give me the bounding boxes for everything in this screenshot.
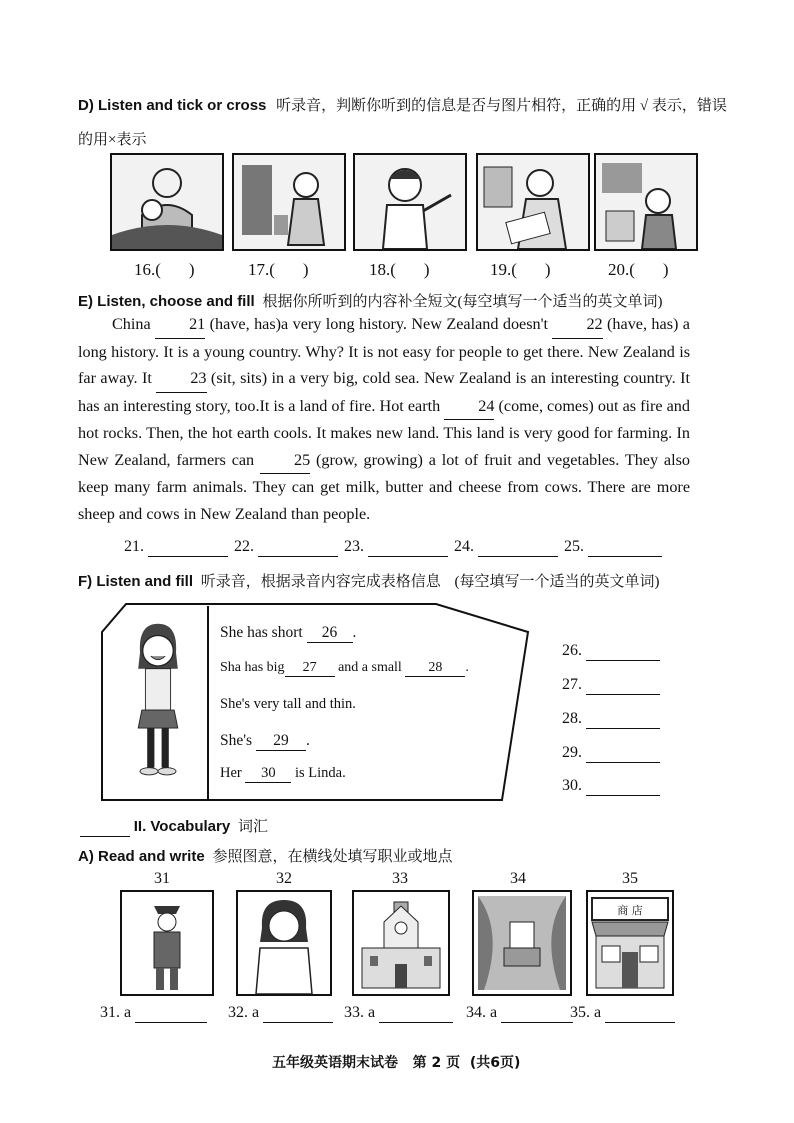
card-line-3: She's very tall and thin. bbox=[220, 696, 356, 712]
picture-34 bbox=[472, 890, 572, 996]
item-19: 19.( ) bbox=[490, 260, 551, 279]
blank-24[interactable]: 24 bbox=[444, 393, 494, 421]
part-ii-heading: II. Vocabulary 词汇 bbox=[80, 815, 268, 837]
info-card bbox=[100, 602, 530, 802]
blank-23[interactable]: 23 bbox=[156, 365, 206, 393]
answer-line-29[interactable] bbox=[586, 744, 660, 763]
item-18: 18.( ) bbox=[369, 260, 430, 279]
a-answer-31: 31. a bbox=[100, 1004, 207, 1023]
card-line-5: Her 30 is Linda. bbox=[220, 765, 346, 781]
f-answer-26: 26. bbox=[562, 642, 660, 661]
f-answer-30: 30. bbox=[562, 777, 660, 796]
section-f-heading: F) Listen and fill 听录音，根据录音内容完成表格信息 (每空填写一个适当的英文单词) bbox=[78, 573, 660, 590]
a-number-31: 31 bbox=[154, 870, 170, 887]
score-line[interactable] bbox=[80, 819, 130, 837]
picture-32 bbox=[236, 890, 332, 996]
a-number-33: 33 bbox=[392, 870, 408, 887]
picture-18 bbox=[353, 153, 467, 251]
picture-31 bbox=[120, 890, 214, 996]
answer-line-23[interactable] bbox=[368, 538, 448, 557]
section-d-heading-cont: 的用×表示 bbox=[78, 132, 147, 148]
card-line-4: She's 29 . bbox=[220, 732, 310, 749]
a-answer-35: 35. a bbox=[570, 1004, 675, 1023]
page-footer: 五年级英语期末试卷 第 2 页 (共6页) bbox=[272, 1055, 521, 1071]
a-answer-32: 32. a bbox=[228, 1004, 333, 1023]
blank-30[interactable]: 30 bbox=[245, 765, 291, 783]
picture-16 bbox=[110, 153, 224, 251]
a-answer-33: 33. a bbox=[344, 1004, 453, 1023]
girl-figure bbox=[122, 610, 194, 794]
a-number-34: 34 bbox=[510, 870, 526, 887]
card-line-2: Sha has big 27 and a small 28 . bbox=[220, 660, 469, 675]
picture-33 bbox=[352, 890, 450, 996]
answer-line-33[interactable] bbox=[379, 1004, 453, 1023]
blank-29[interactable]: 29 bbox=[256, 732, 306, 751]
shop-sign-text: 商 店 bbox=[617, 904, 643, 917]
answer-line-31[interactable] bbox=[135, 1004, 207, 1023]
item-17: 17.( ) bbox=[248, 260, 309, 279]
blank-22[interactable]: 22 bbox=[552, 311, 602, 339]
e-answer-25: 25. bbox=[564, 538, 662, 557]
e-answer-23: 23. bbox=[344, 538, 448, 557]
section-e-heading: E) Listen, choose and fill 根据你所听到的内容补全短文(每空填写一个适当的英文单词) bbox=[78, 293, 663, 310]
blank-26[interactable]: 26 bbox=[307, 624, 353, 643]
picture-19 bbox=[476, 153, 590, 251]
answer-line-22[interactable] bbox=[258, 538, 338, 557]
blank-27[interactable]: 27 bbox=[285, 660, 335, 677]
f-answer-28: 28. bbox=[562, 710, 660, 729]
blank-25[interactable]: 25 bbox=[260, 447, 310, 475]
item-16: 16.( ) bbox=[134, 260, 195, 279]
a-number-32: 32 bbox=[276, 870, 292, 887]
e-answer-24: 24. bbox=[454, 538, 558, 557]
answer-line-34[interactable] bbox=[501, 1004, 573, 1023]
passage: China 21 (have, has)a very long history. New Zealand doesn't 22 (have, has) a long history. It is a young country. Why? It is not easy for people to get there. New Zealand is far away. It 23 (sit, sits) in a very big, cold sea. New Zealand is an interesting country. It has an interesting story, too.It is a land of fire. Hot earth 24 (come, comes) out as fire and hot rocks. Then, the hot earth cools. It makes new land. This land is very good for farming. In New Zealand, farmers can 25 (grow, growing) a lot of fruit and vegetables. They also keep many farm animals. They can get milk, butter and cheese from cows. There are more sheep and cows in New Zealand than people. bbox=[78, 311, 690, 527]
answer-line-28[interactable] bbox=[586, 710, 660, 729]
e-answer-22: 22. bbox=[234, 538, 338, 557]
f-answer-27: 27. bbox=[562, 676, 660, 695]
picture-35 bbox=[586, 890, 674, 996]
section-d-heading: D) Listen and tick or cross 听录音，判断你听到的信息是否与图片相符，正确的用 √ 表示，错误 bbox=[78, 97, 727, 114]
item-20: 20.( ) bbox=[608, 260, 669, 279]
a-number-35: 35 bbox=[622, 870, 638, 887]
card-line-1: She has short 26 . bbox=[220, 624, 357, 641]
answer-line-24[interactable] bbox=[478, 538, 558, 557]
f-answer-29: 29. bbox=[562, 744, 660, 763]
answer-line-26[interactable] bbox=[586, 642, 660, 661]
answer-line-27[interactable] bbox=[586, 676, 660, 695]
blank-21[interactable]: 21 bbox=[155, 311, 205, 339]
blank-28[interactable]: 28 bbox=[405, 660, 465, 677]
e-answer-21: 21. bbox=[124, 538, 228, 557]
section-a-heading: A) Read and write 参照图意，在横线处填写职业或地点 bbox=[78, 848, 453, 865]
picture-17 bbox=[232, 153, 346, 251]
picture-20 bbox=[594, 153, 698, 251]
answer-line-32[interactable] bbox=[263, 1004, 333, 1023]
a-answer-34: 34. a bbox=[466, 1004, 573, 1023]
answer-line-35[interactable] bbox=[605, 1004, 675, 1023]
answer-line-30[interactable] bbox=[586, 777, 660, 796]
answer-line-25[interactable] bbox=[588, 538, 662, 557]
answer-line-21[interactable] bbox=[148, 538, 228, 557]
